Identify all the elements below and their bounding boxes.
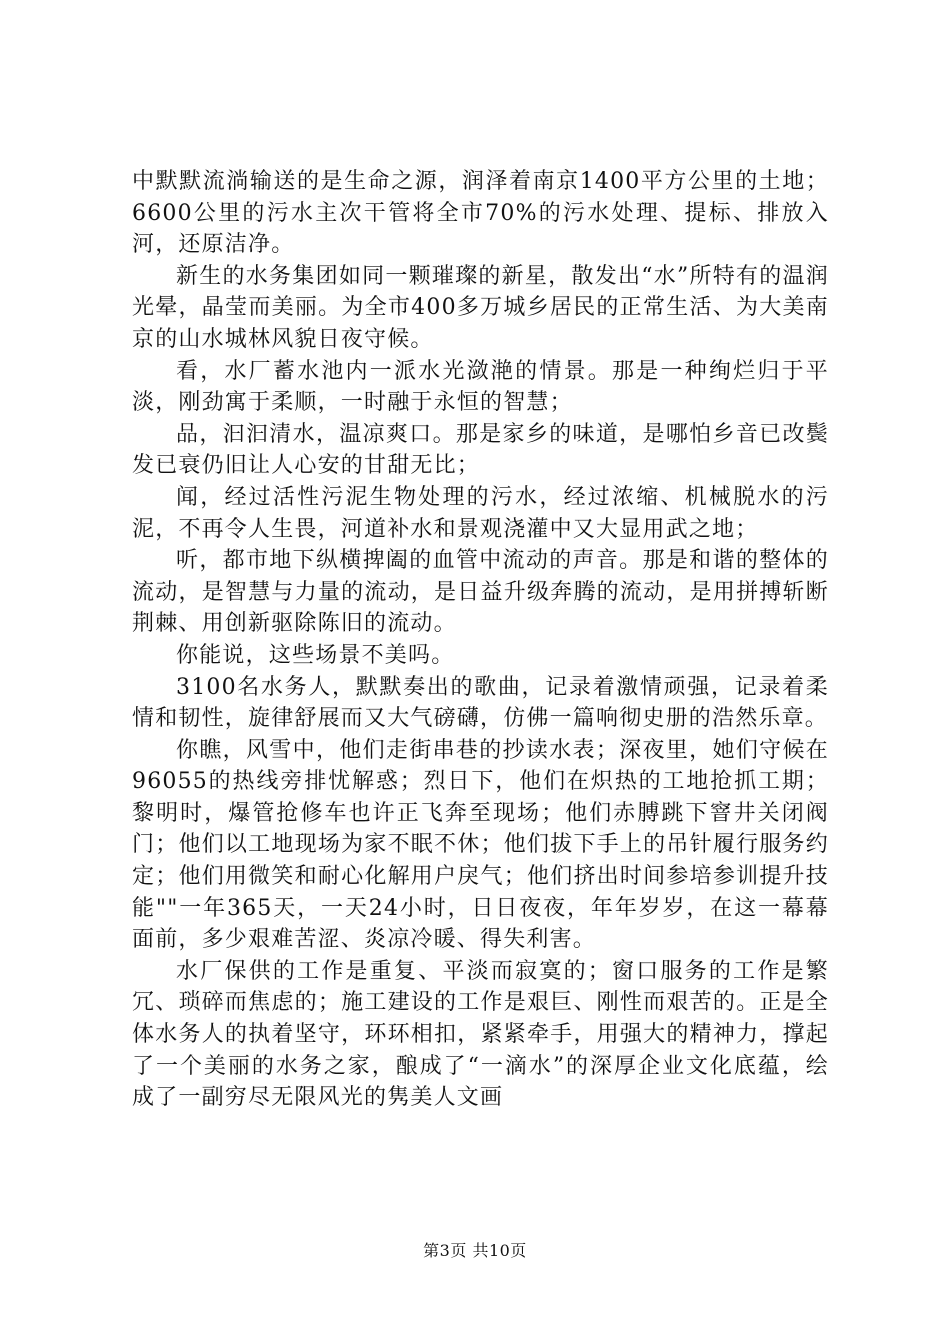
paragraph-6: 听，都市地下纵横捭阖的血管中流动的声音。那是和谐的整体的流动，是智慧与力量的流动，是日益升级奔腾的流动，是用拼搏斩断荆棘、用创新驱除陈旧的流动。 [132, 548, 829, 637]
paragraph-9: 你瞧，风雪中，他们走街串巷的抄读水表；深夜里，她们守候在96055的热线旁排忧解惑；烈日下，他们在炽热的工地抢抓工期；黎明时，爆管抢修车也许正飞奔至现场；他们赤膊跳下窨井关闭阀门；他们以工地现场为家不眠不休；他们拔下手上的吊针履行服务约定；他们用微笑和耐心化解用户戾气；他们挤出时间参培参训提升技能""一年365天，一天24小时，日日夜夜，年年岁岁，在这一幕幕面前，多少艰难苦涩、炎凉冷暖、得失利害。 [132, 737, 829, 953]
paragraph-4: 品，汩汩清水，温凉爽口。那是家乡的味道，是哪怕乡音已改鬓发已衰仍旧让人心安的甘甜无比； [132, 421, 829, 479]
page-number: 第3页 共10页 [423, 1241, 527, 1260]
paragraph-5: 闻，经过活性污泥生物处理的污水，经过浓缩、机械脱水的污泥，不再令人生畏，河道补水和景观浇灌中又大显用武之地； [132, 484, 829, 542]
paragraph-7: 你能说，这些场景不美吗。 [176, 642, 455, 668]
paragraph-10: 水厂保供的工作是重复、平淡而寂寞的；窗口服务的工作是繁冗、琐碎而焦虑的；施工建设的工作是艰巨、刚性而艰苦的。正是全体水务人的执着坚守，环环相扣，紧紧牵手，用强大的精神力，撑起了一个美丽的水务之家，酿成了“一滴水”的深厚企业文化底蕴，绘成了一副穷尽无限风光的隽美人文画 [132, 958, 829, 1111]
document-body [132, 166, 829, 1114]
paragraph-2: 新生的水务集团如同一颗璀璨的新星，散发出“水”所特有的温润光晕，晶莹而美丽。为全市400多万城乡居民的正常生活、为大美南京的山水城林风貌日夜守候。 [132, 263, 829, 352]
paragraph-1: 中默默流淌输送的是生命之源，润泽着南京1400平方公里的土地；6600公里的污水主次干管将全市70%的污水处理、提标、排放入河，还原洁净。 [132, 169, 829, 258]
paragraph-8: 3100名水务人，默默奏出的歌曲，记录着激情顽强，记录着柔情和韧性，旋律舒展而又大气磅礴，仿佛一篇响彻史册的浩然乐章。 [132, 674, 829, 732]
paragraph-3: 看，水厂蓄水池内一派水光潋滟的情景。那是一种绚烂归于平淡，刚劲寓于柔顺，一时融于永恒的智慧； [132, 358, 829, 416]
page-footer [0, 1241, 950, 1261]
